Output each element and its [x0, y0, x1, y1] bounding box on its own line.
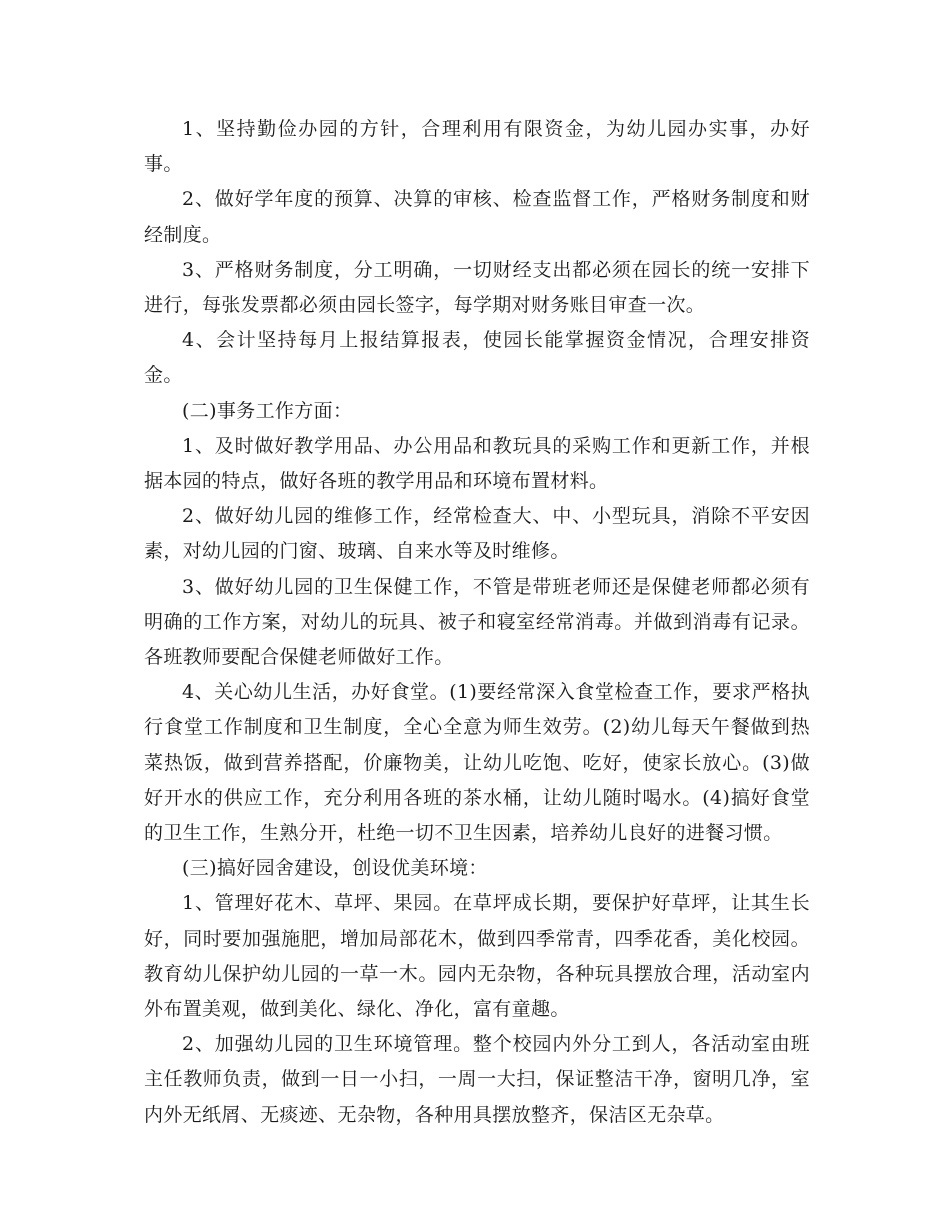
- paragraph-affairs-3: 3、做好幼儿园的卫生保健工作，不管是带班老师还是保健老师都必须有明确的工作方案，对幼儿的玩具、被子和寝室经常消毒。并做到消毒有记录。各班教师要配合保健老师做好工作。: [144, 575, 810, 669]
- paragraph-environment-1: 1、管理好花木、草坪、果园。在草坪成长期，要保护好草坪，让其生长好，同时要加强施肥，增加局部花木，做到四季常青，四季花香，美化校园。教育幼儿保护幼儿园的一草一木。园内无杂物，各种玩具摆放合理，活动室内外布置美观，做到美化、绿化、净化，富有童趣。: [144, 892, 810, 1021]
- paragraph-finance-2: 2、做好学年度的预算、决算的审核、检查监督工作，严格财务制度和财经制度。: [144, 188, 810, 246]
- paragraph-affairs-2: 2、做好幼儿园的维修工作，经常检查大、中、小型玩具，消除不平安因素，对幼儿园的门窗、玻璃、自来水等及时维修。: [144, 505, 810, 563]
- paragraph-environment-2: 2、加强幼儿园的卫生环境管理。整个校园内外分工到人，各活动室由班主任教师负责，做到一日一小扫，一周一大扫，保证整洁干净，窗明几净，室内外无纸屑、无痰迹、无杂物，各种用具摆放整齐，保洁区无杂草。: [144, 1033, 810, 1126]
- paragraph-finance-1: 1、坚持勤俭办园的方针，合理利用有限资金，为幼儿园办实事，办好事。: [144, 118, 810, 176]
- paragraph-finance-4: 4、会计坚持每月上报结算报表，使园长能掌握资金情况，合理安排资金。: [144, 329, 810, 387]
- section-heading-affairs: (二)事务工作方面：: [182, 399, 353, 422]
- section-heading-environment: (三)搞好园舍建设，创设优美环境：: [182, 857, 488, 880]
- paragraph-affairs-1: 1、及时做好教学用品、办公用品和教玩具的采购工作和更新工作，并根据本园的特点，做好各班的教学用品和环境布置材料。: [144, 434, 810, 493]
- paragraph-affairs-4: 4、关心幼儿生活，办好食堂。(1)要经常深入食堂检查工作，要求严格执行食堂工作制度和卫生制度，全心全意为师生效劳。(2)幼儿每天午餐做到热菜热饭，做到营养搭配，价廉物美，让幼儿吃饱、吃好，使家长放心。(3)做好开水的供应工作，充分利用各班的茶水桶，让幼儿随时喝水。(4)搞好食堂的卫生工作，生熟分开，杜绝一切不卫生因素，培养幼儿良好的进餐习惯。: [144, 681, 810, 845]
- paragraph-finance-3: 3、严格财务制度，分工明确，一切财经支出都必须在园长的统一安排下进行，每张发票都必须由园长签字，每学期对财务账目审查一次。: [144, 258, 810, 317]
- document-body: [144, 112, 810, 1133]
